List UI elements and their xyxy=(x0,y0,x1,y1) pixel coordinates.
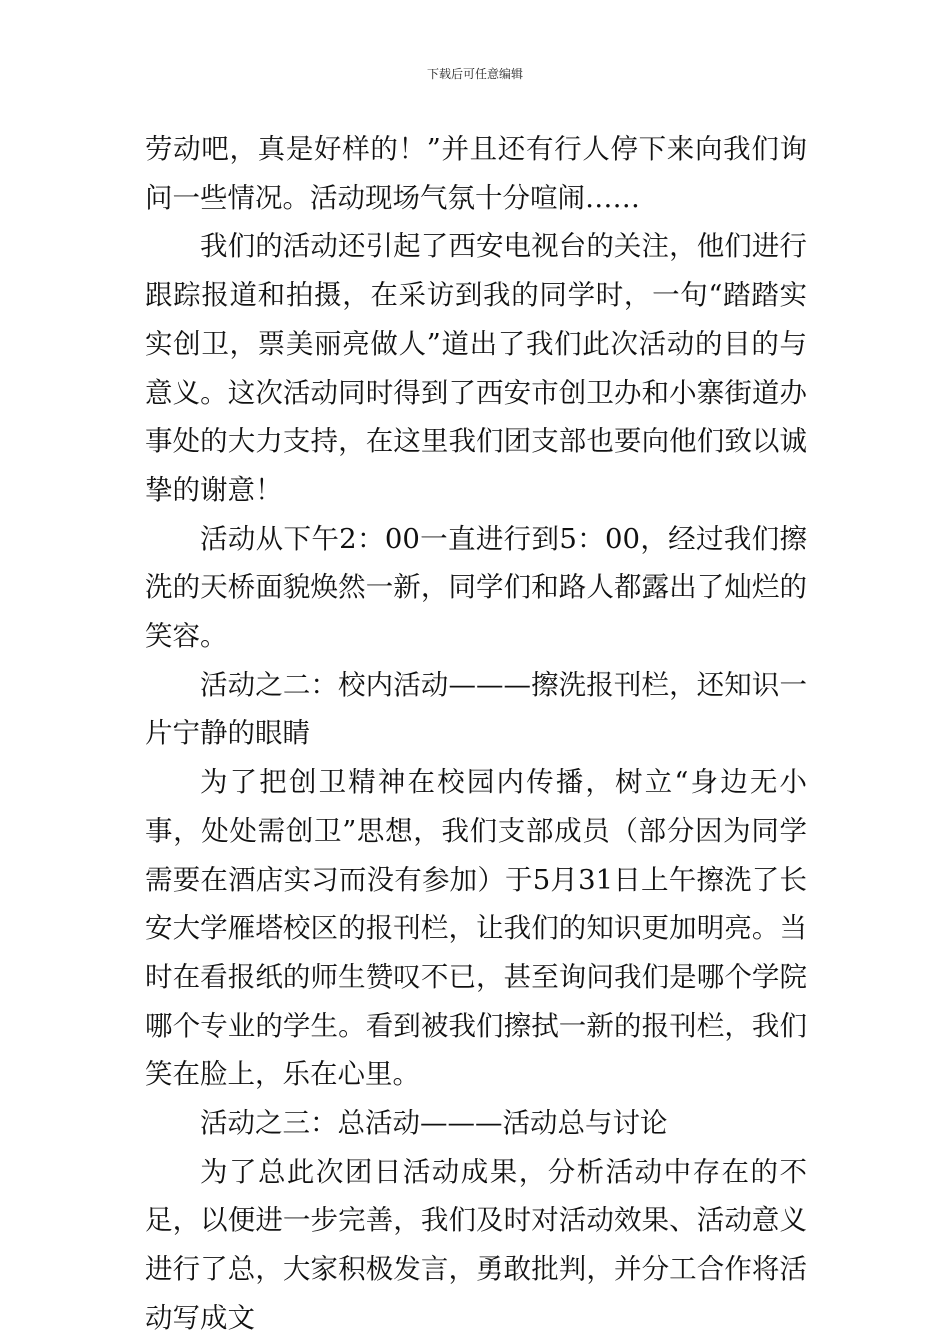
paragraph: 为了总此次团日活动成果，分析活动中存在的不足，以便进一步完善，我们及时对活动效果、活动意义进行了总，大家积极发言，勇敢批判，并分工合作将活动写成文 xyxy=(145,1155,807,1334)
paragraph: 我们的活动还引起了西安电视台的关注，他们进行跟踪报道和拍摄，在采访到我的同学时，一句“踏踏实实创卫，票美丽亮做人”道出了我们此次活动的目的与意义。这次活动同时得到了西安市创卫办和小寨街道办事处的大力支持，在这里我们团支部也要向他们致以诚挚的谢意！ xyxy=(145,230,807,506)
paragraph: 为了把创卫精神在校园内传播，树立“身边无小事，处处需创卫”思想，我们支部成员（部分因为同学需要在酒店实习而没有参加）于5月31日上午擦洗了长安大学雁塔校区的报刊栏，让我们的知识更加明亮。当时在看报纸的师生赞叹不已，甚至询问我们是哪个学院哪个专业的学生。看到被我们擦拭一新的报刊栏，我们笑在脸上，乐在心里。 xyxy=(145,766,807,1091)
document-body xyxy=(145,125,807,1343)
paragraph: 活动从下午2：00一直进行到5：00，经过我们擦洗的天桥面貌焕然一新，同学们和路人都露出了灿烂的笑容。 xyxy=(145,522,807,653)
section-heading: 活动之三：总活动———活动总与讨论 xyxy=(200,1107,668,1140)
section-heading: 活动之二：校内活动———擦洗报刊栏，还知识一片宁静的眼睛 xyxy=(145,668,807,750)
paragraph: 劳动吧，真是好样的！”并且还有行人停下来向我们询问一些情况。活动现场气氛十分喧闹…… xyxy=(145,133,807,214)
page-header: 下载后可任意编辑 xyxy=(426,67,523,81)
